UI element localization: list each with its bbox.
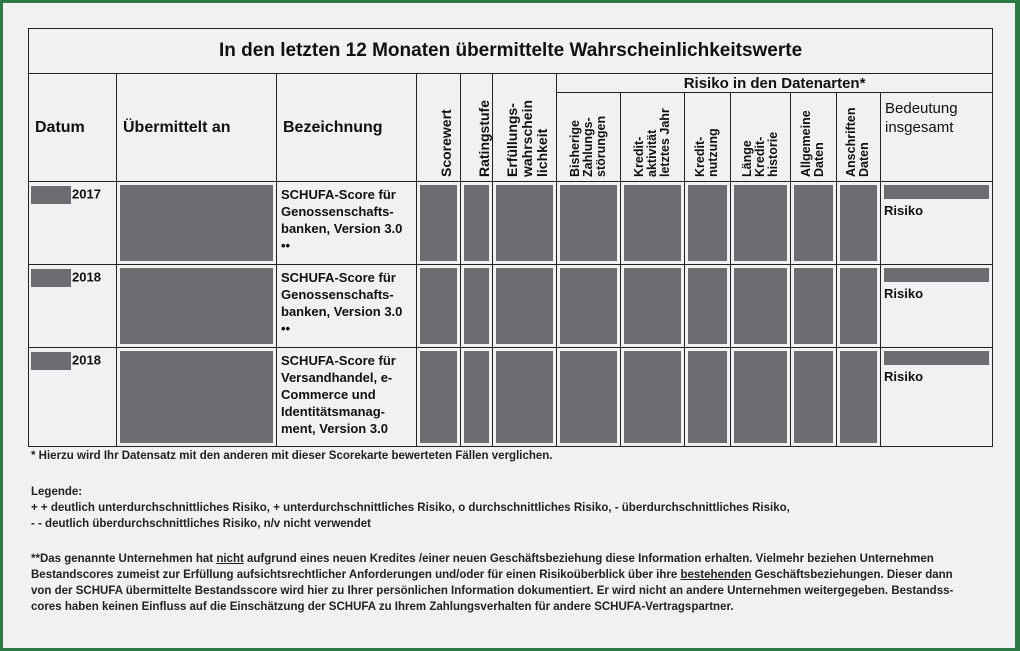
- date-cell: 2018: [29, 265, 117, 348]
- footnote-star: * Hierzu wird Ihr Datensatz mit den anderen mit dieser Scorekarte bewerteten Fällen verglichen.: [31, 450, 553, 462]
- bedeutung-cell: Risiko: [881, 265, 993, 348]
- bezeichnung-cell: SCHUFA-Score für Genossenschafts- banken, Version 3.0 ••: [277, 182, 417, 265]
- header-anschriften-daten: Anschriften Daten: [837, 93, 881, 182]
- redacted-block: [840, 185, 877, 261]
- redacted-block: [464, 185, 489, 261]
- header-datum: Datum: [29, 74, 117, 182]
- date-cell: 2017: [29, 182, 117, 265]
- redacted-block: [840, 268, 877, 344]
- redacted-block: [120, 351, 273, 443]
- redacted-block: [420, 268, 457, 344]
- redacted-block: [560, 185, 617, 261]
- header-allgemeine-daten: Allgemeine Daten: [791, 93, 837, 182]
- redacted-block: [734, 268, 787, 344]
- footnote-2-line-3: von der SCHUFA übermittelte Bestandsscore wird hier zu Ihrer persönlichen Information dokumentiert. Er wird nicht an andere Unternehmen weitergegeben. Bestandss-: [31, 585, 954, 597]
- redacted-block: [496, 268, 553, 344]
- table-title: In den letzten 12 Monaten übermittelte Wahrscheinlichkeitswerte: [29, 29, 993, 74]
- redacted-block: [884, 185, 989, 199]
- redacted-block: [688, 351, 727, 443]
- header-scorewert: Scorewert: [417, 74, 461, 182]
- redacted-block: [31, 352, 71, 370]
- bezeichnung-cell: SCHUFA-Score für Genossenschafts- banken, Version 3.0 ••: [277, 265, 417, 348]
- header-kreditnutzung: Kredit- nutzung: [685, 93, 731, 182]
- redacted-block: [31, 186, 71, 204]
- table-row: [29, 265, 993, 348]
- redacted-block: [560, 268, 617, 344]
- redacted-block: [120, 185, 273, 261]
- redacted-block: [688, 268, 727, 344]
- redacted-block: [734, 185, 787, 261]
- redacted-block: [884, 268, 989, 282]
- redacted-block: [840, 351, 877, 443]
- redacted-block: [794, 351, 833, 443]
- footnote-2-line-4: cores haben keinen Einfluss auf die Einschätzung der SCHUFA zu Ihrem Zahlungsverhalten für andere SCHUFA-Vertragspartner.: [31, 601, 734, 613]
- header-risiko-datenarten: Risiko in den Datenarten*: [557, 74, 993, 93]
- bezeichnung-cell: SCHUFA-Score für Versandhandel, e- Commerce und Identitätsmanag- ment, Version 3.0: [277, 348, 417, 447]
- redacted-block: [420, 185, 457, 261]
- header-laenge-kredithistorie: Länge Kredit- historie: [731, 93, 791, 182]
- legend-line-1: + + deutlich unterdurchschnittliches Risiko, + unterdurchschnittliches Risiko, o durchschnittliches Risiko, - überdurchschnittliches Risiko,: [31, 502, 790, 514]
- footnote-2-line-1: **Das genannte Unternehmen hat nicht aufgrund eines neuen Kredites /einer neuen Geschäftsbeziehung diese Information erhalten. Vielmehr beziehen Unternehmen: [31, 553, 934, 565]
- legend-line-2: - - deutlich überdurchschnittliches Risiko, n/v nicht verwendet: [31, 518, 371, 530]
- redacted-block: [624, 185, 681, 261]
- redacted-block: [464, 268, 489, 344]
- redacted-block: [496, 185, 553, 261]
- header-bedeutung-insgesamt: Bedeutung insgesamt: [881, 93, 993, 182]
- table-row: [29, 182, 993, 265]
- document-page: [3, 3, 1015, 648]
- redacted-block: [464, 351, 489, 443]
- redacted-block: [560, 351, 617, 443]
- redacted-block: [120, 268, 273, 344]
- redacted-block: [624, 351, 681, 443]
- redacted-block: [420, 351, 457, 443]
- redacted-block: [884, 351, 989, 365]
- bedeutung-cell: Risiko: [881, 182, 993, 265]
- score-table: [28, 28, 993, 447]
- redacted-block: [624, 268, 681, 344]
- header-kreditaktivitaet: Kredit- aktivität letztes Jahr: [621, 93, 685, 182]
- redacted-block: [734, 351, 787, 443]
- date-cell: 2018: [29, 348, 117, 447]
- header-ratingstufe: Ratingstufe: [461, 74, 493, 182]
- bedeutung-cell: Risiko: [881, 348, 993, 447]
- header-erfuellungswahrscheinlichkeit: Erfüllungs- wahrschein lichkeit: [493, 74, 557, 182]
- redacted-block: [496, 351, 553, 443]
- redacted-block: [31, 269, 71, 287]
- header-bezeichnung: Bezeichnung: [277, 74, 417, 182]
- header-bisherige-zahlungsstoerungen: Bisherige Zahlungs- störungen: [557, 93, 621, 182]
- table-row: [29, 348, 993, 447]
- redacted-block: [688, 185, 727, 261]
- legend-title: Legende:: [31, 486, 83, 498]
- redacted-block: [794, 185, 833, 261]
- footnote-2-line-2: Bestandscores zumeist zur Erfüllung aufsichtsrechtlicher Anforderungen und/oder für einen Risikoüberblick über ihre bestehenden Geschäftsbeziehungen. Dieser dann: [31, 569, 953, 581]
- header-uebermittelt-an: Übermittelt an: [117, 74, 277, 182]
- redacted-block: [794, 268, 833, 344]
